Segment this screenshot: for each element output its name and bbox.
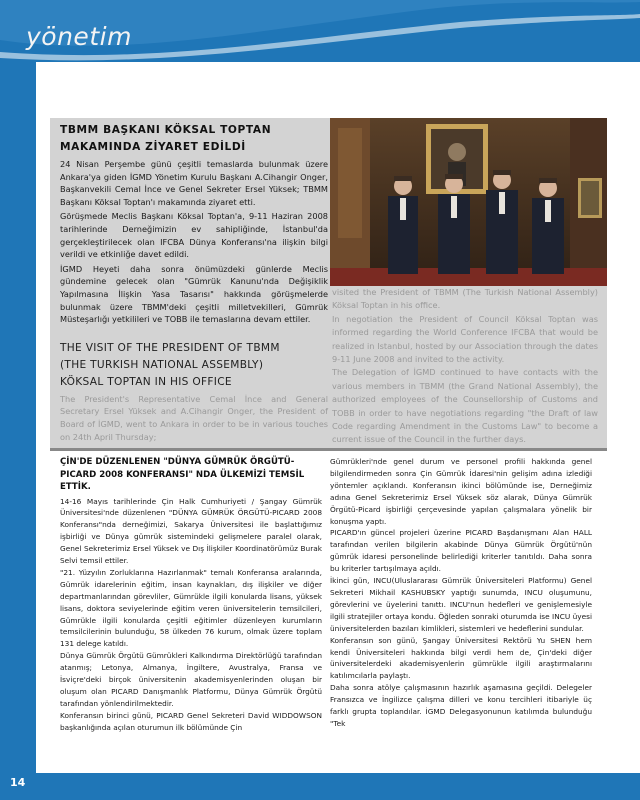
lower-article-left-column xyxy=(60,456,322,734)
lower-paragraph: PICARD'ın güncel projeleri üzerine PICARD Başdanışmanı Alan HALL tarafından verilen bilgilerin akabinde Dünya Gümrük Örgütü'nün gümrük idaresi personelinde belirlediği kriterler tanıtıldı. Daha sonra bu kriterler tartışılmaya açıldı. xyxy=(330,528,592,574)
footer-bar xyxy=(0,773,640,800)
lower-paragraph: Konferansın son günü, Şangay Üniversitesi Rektörü Yu SHEN hem kendi Üniversiteleri hakkında bilgi verdi hem de, Çin'deki diğer üniversitelerdeki akademisyenlerin gümrükle ilgili araştırmalarını katılımcılarla paylaştı. xyxy=(330,635,592,681)
article-paragraph-en: The President's Representative Cemal İnce and General Secretary Ersel Yüksek and A.Cihangir Onger, the President of Board of İGMD, went to Ankara in order to be in various touches on 24th April Thursday; xyxy=(60,393,328,442)
left-color-rail xyxy=(0,62,36,800)
heading-en-line: KÖKSAL TOPTAN IN HIS OFFICE xyxy=(60,375,232,388)
article-paragraph-en: In negotiation the President of Council Köksal Toptan was informed regarding the World Conference IFCBA that would be realized in Istanbul, hosted by our Association through the dates 9-11 June 2008 and invited to the activity. xyxy=(332,313,598,365)
lower-paragraph: Konferansın birinci günü, PICARD Genel Sekreteri David WIDDOWSON başkanlığında açılan oturumun ilk bölümünde Çin xyxy=(60,710,322,732)
heading-en-line: (THE TURKISH NATIONAL ASSEMBLY) xyxy=(60,358,264,371)
upper-article-right-column xyxy=(332,286,598,447)
article-paragraph-en: visited the President of TBMM (The Turkish National Assembly) Köksal Toptan in his office. xyxy=(332,287,598,311)
right-margin xyxy=(607,62,640,800)
section-title: yönetim xyxy=(26,22,132,51)
article-paragraph: İGMD Heyeti daha sonra önümüzdeki günlerde Meclis gündemine gelecek olan "Gümrük Kanunu'nda Değişiklik Yapılmasına İlişkin Yasa Tasarısı" hakkında görüşmelerde bulunmak üzere TBMM'deki çeşitli milletvekilleri, Gümrük Müsteşarlığı yetkilileri ve TOBB ile temaslarına devam ettiler. xyxy=(60,263,328,325)
article-heading-tr: TBMM BAŞKANI KÖKSAL TOPTAN MAKAMINDA ZİYARET EDİLDİ xyxy=(60,124,272,153)
lower-paragraph: Daha sonra atölye çalışmasının hazırlık aşamasına geçildi. Delegeler Fransızca ve İngilizce çalışma dilleri ve konu tercihleri itibariyle üç farklı grupta toplandılar. İGMD Delegasyonunun katılımda bulunduğu "Tek xyxy=(330,683,592,728)
lower-paragraph: "21. Yüzyılın Zorluklarına Hazırlanmak" temalı Konferansa aralarında, Gümrük idarelerinin eğitim, insan kaynakları, dış ilişkiler ve diğer departmanlarından görevliler, Gümrükle ilgili konularda lisans, yüksek lisans, doktora seviyelerinde eğitim veren üniversitelerin temsilcileri, Gümrükle ilgili konularda çeşitli eğitimler düzenleyen kurumların temsilcilerinin bulunduğu, 58 ülkeden 76 kurum, olmak üzere toplam 131 delege katıldı. xyxy=(60,567,322,649)
heading-en-line: THE VISIT OF THE PRESIDENT OF TBMM xyxy=(60,341,280,354)
lower-paragraph: İkinci gün, INCU(Uluslararası Gümrük Üniversiteleri Platformu) Genel Sekreteri Mikhail KASHUBSKY yaptığı sunumda, INCU oluşumunu, görevlerini ve üyelerini tanıttı. INCU'nun hedefleri ve genişlemesiyle ilgili stratejiler ortaya kondu. Öğleden sonraki oturumda ise INCU üyesi üniversitelerden bazıları kimlikleri, sistemleri ve hedeflerini sundular. xyxy=(330,576,592,633)
article-paragraph: Görüşmede Meclis Başkanı Köksal Toptan'a, 9-11 Haziran 2008 tarihlerinde Derneğimizin ev sahipliğinde, İstanbul'da gerçekleştirilecek olan IFCBA Dünya Konferansı'na ilişkin bilgi verildi ve etkinliğe davet edildi. xyxy=(60,211,328,260)
lower-paragraph: 14-16 Mayıs tarihlerinde Çin Halk Cumhuriyeti / Şangay Gümrük Üniversitesi'nde düzenlenen "DÜNYA GÜMRÜK ÖRGÜTÜ-PICARD 2008 Konferansı"nda derneğimizi, Sakarya Üniversitesi ile başlattığımız işbirliği ve Dünya gümrük sistemindeki gelişmelere paralel olarak, Genel Sekreterimiz Ersel Yüksek ve Dış İlişkiler Koordinatörümüz Burak Selvi temsil ettiler. xyxy=(60,496,322,566)
lower-article-right-column xyxy=(330,456,592,730)
article-paragraph: 24 Nisan Perşembe günü çeşitli temaslarda bulunmak üzere Ankara'ya giden İGMD Yönetim Kurulu Başkanı A.Cihangir Onger, Başkanvekili Cemal İnce ve Genel Sekreter Ersel Yüksek; TBMM Başkanı Köksal Toptan'ı makamında ziyaret etti. xyxy=(60,159,328,207)
page-header xyxy=(0,0,640,62)
lower-paragraph: Dünya Gümrük Örgütü Gümrükleri Kalkındırma Direktörlüğü tarafından atanmış; Letonya, Almanya, İngiltere, Avustralya, Fransa ve İsviçre'deki birçok üniversitenin akademisyenlerinden oluşan bir oluşum olan PICARD Danışmanlık Platformu, Dünya Gümrük Örgütü tarafından yönlendirilmektedir. xyxy=(60,651,322,708)
lower-article-heading: ÇİN'DE DÜZENLENEN "DÜNYA GÜMRÜK ÖRGÜTÜ-PICARD 2008 KONFERANSI" NDA ÜLKEMİZİ TEMSİL ETTİK. xyxy=(60,457,305,492)
page-number: 14 xyxy=(10,776,26,789)
delegation-photo xyxy=(330,118,607,286)
lower-paragraph: Gümrükleri'nde genel durum ve personel profili hakkında genel bilgilendirmeden sonra Çin Gümrük İdaresi'nin gelişim adına izlediği yöntemler açıklandı. Konferansın ikinci bölümünde ise, Derneğimiz adına Genel Sekreterimiz Ersel Yüksek söz alarak, Dünya Gümrük Örgütü-Picard işbirliği çerçevesinde yapılan çalışmalara yönelik bir konuşma yaptı. xyxy=(330,457,592,526)
article-heading-en xyxy=(60,340,328,391)
upper-article-left-column xyxy=(60,122,328,443)
article-paragraph-en: The Delegation of İGMD continued to have contacts with the various members in TBMM (the Grand National Assembly), the authorized employees of the Counsellorship of Customs and TOBB in order to have negotiations regarding "the Draft of law Code regarding Amendment in the Customs Law" to become a current issue of the Council in the further days. xyxy=(332,367,598,445)
delegation-photo-illustration xyxy=(330,118,607,286)
